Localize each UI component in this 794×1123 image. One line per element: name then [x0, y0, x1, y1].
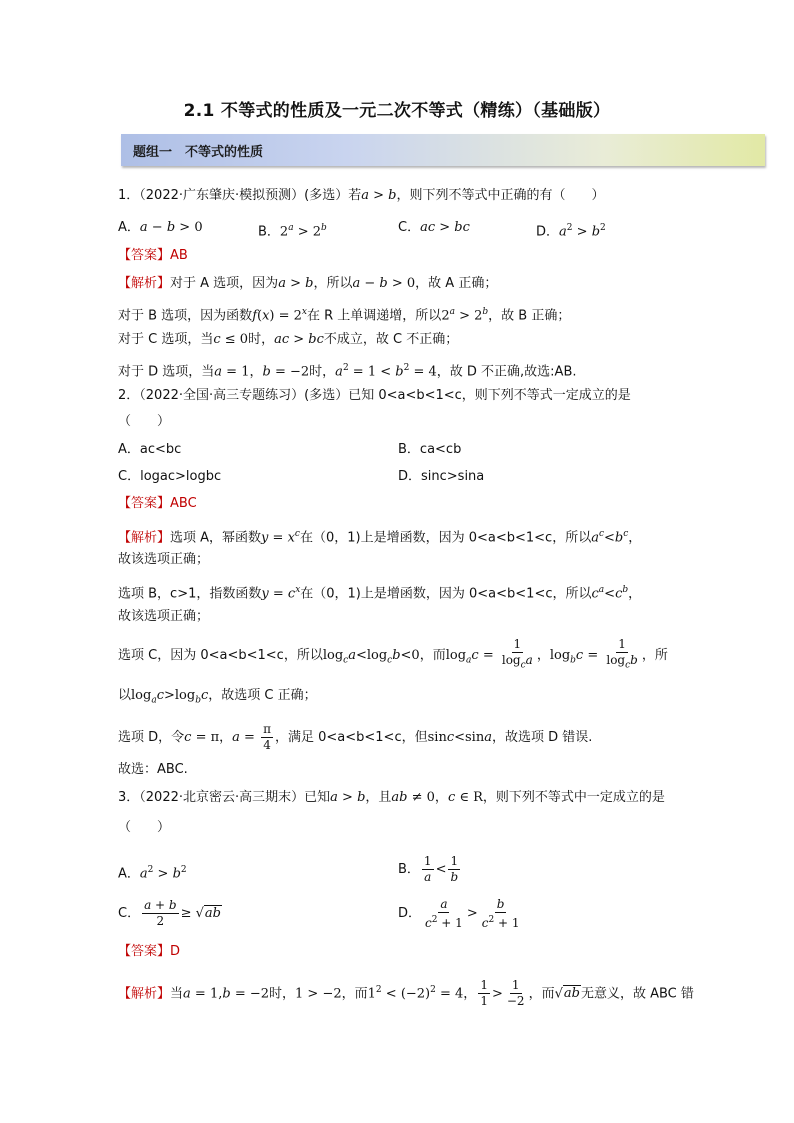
section-header-band: [121, 134, 765, 166]
q2-analysis-line-2: 故该选项正确；: [118, 552, 210, 567]
q2-analysis-line-3: 选项 B，c>1，指数函数$y = c^x$在（0，1)上是增函数，因为 0<a<b<1<c，所以$c^a<c^b$，: [118, 585, 642, 602]
q2-analysis-line-6: 以$\log_ac>\log_bc$，故选项 C 正确；: [118, 688, 317, 706]
q1-stem: 1．（2022·广东肇庆·模拟预测）(多选）若a > b，则下列不等式中正确的有（ ）: [118, 188, 605, 203]
q2-option-b: B．ca<cb: [398, 442, 462, 457]
q3-option-a: A．$a^2 > b^2$: [118, 865, 187, 882]
q2-analysis-line-1: 【解析】选项 A，幂函数$y = x^c$在（0，1)上是增函数，因为 0<a<b<1<c，所以$a^c<b^c$，: [118, 529, 642, 546]
q1-option-d: D．$a^2 > b^2$: [536, 223, 606, 240]
q3-option-d: D． $\frac{a}{c^2 + 1}$ > $\frac{b}{c^2 + 1}$: [398, 896, 520, 930]
q1-analysis-line-3: 对于 C 选项，当c ≤ 0时，ac > bc不成立，故 C 不正确；: [118, 332, 459, 347]
q1-option-c: C．ac > bc: [398, 220, 470, 235]
q3-stem: 3．（2022·北京密云·高三期末）已知a > b，且ab ≠ 0，c ∈ R，则下列不等式中一定成立的是: [118, 790, 665, 805]
q3-stem-paren: （ ）: [118, 820, 171, 835]
q2-answer: 【答案】ABC: [118, 496, 197, 511]
q1-analysis-line-1: 【解析】对于 A 选项，因为a > b，所以a − b > 0，故 A 正确；: [118, 276, 498, 291]
q1-option-a: A．a − b > 0: [118, 220, 203, 235]
q3-analysis-line-1: 【解析】当a = 1,b = −2时，1 > −2，而$1^2 < (-2)^2 = 4$， $\frac{1}{1}$ > $\frac{1}{-2}$ ，而√ab无意义，故 ABC 错: [118, 978, 694, 1009]
q2-option-c: C．logac>logbc: [118, 469, 222, 484]
q2-option-a: A．ac<bc: [118, 442, 182, 457]
q1-option-b: B．$2^a > 2^b$: [258, 223, 327, 240]
q3-option-b: B． $\frac{1}{a}$ < $\frac{1}{b}$: [398, 854, 459, 884]
q3-option-c: C． $\frac{a + b}{2}$ ≥ √ab: [118, 898, 221, 928]
q2-analysis-line-4: 故该选项正确；: [118, 609, 210, 624]
q1-analysis-line-2: 对于 B 选项，因为函数$f(x) = 2^x$在 R 上单调递增，所以$2^a > 2^b$，故 B 正确；: [118, 307, 571, 324]
q2-option-d: D．sinc>sina: [398, 469, 485, 484]
q3-answer: 【答案】D: [118, 944, 181, 959]
q2-stem-paren: （ ）: [118, 414, 171, 429]
q2-analysis-line-5: 选项 C，因为 0<a<b<1<c，所以$\log_ca<\log_cb<0$，而$\log_ac$ = $\frac{1}{\log_ca}$ ，$\log_bc$ = $\frac{1}{\log_cb}$ ，所: [118, 637, 668, 671]
q1-analysis-line-4: 对于 D 选项，当a = 1，b = −2时，$a^2 = 1 < b^2 = 4$，故 D 不正确,故选:AB.: [118, 363, 577, 380]
q2-analysis-line-7: 选项 D，令c = π，a = $\frac{\pi}{4}$ ，满足 0<a<b<1<c，但sinc<sina，故选项 D 错误.: [118, 722, 593, 752]
q2-stem: 2．（2022·全国·高三专题练习）(多选）已知 0<a<b<1<c，则下列不等式一定成立的是: [118, 388, 631, 403]
page-title: 2.1 不等式的性质及一元二次不等式（精练）（基础版）: [183, 101, 611, 121]
q2-analysis-line-8: 故选：ABC.: [118, 762, 188, 777]
q1-answer: 【答案】AB: [118, 248, 188, 263]
section-title: 题组一 不等式的性质: [133, 145, 264, 160]
